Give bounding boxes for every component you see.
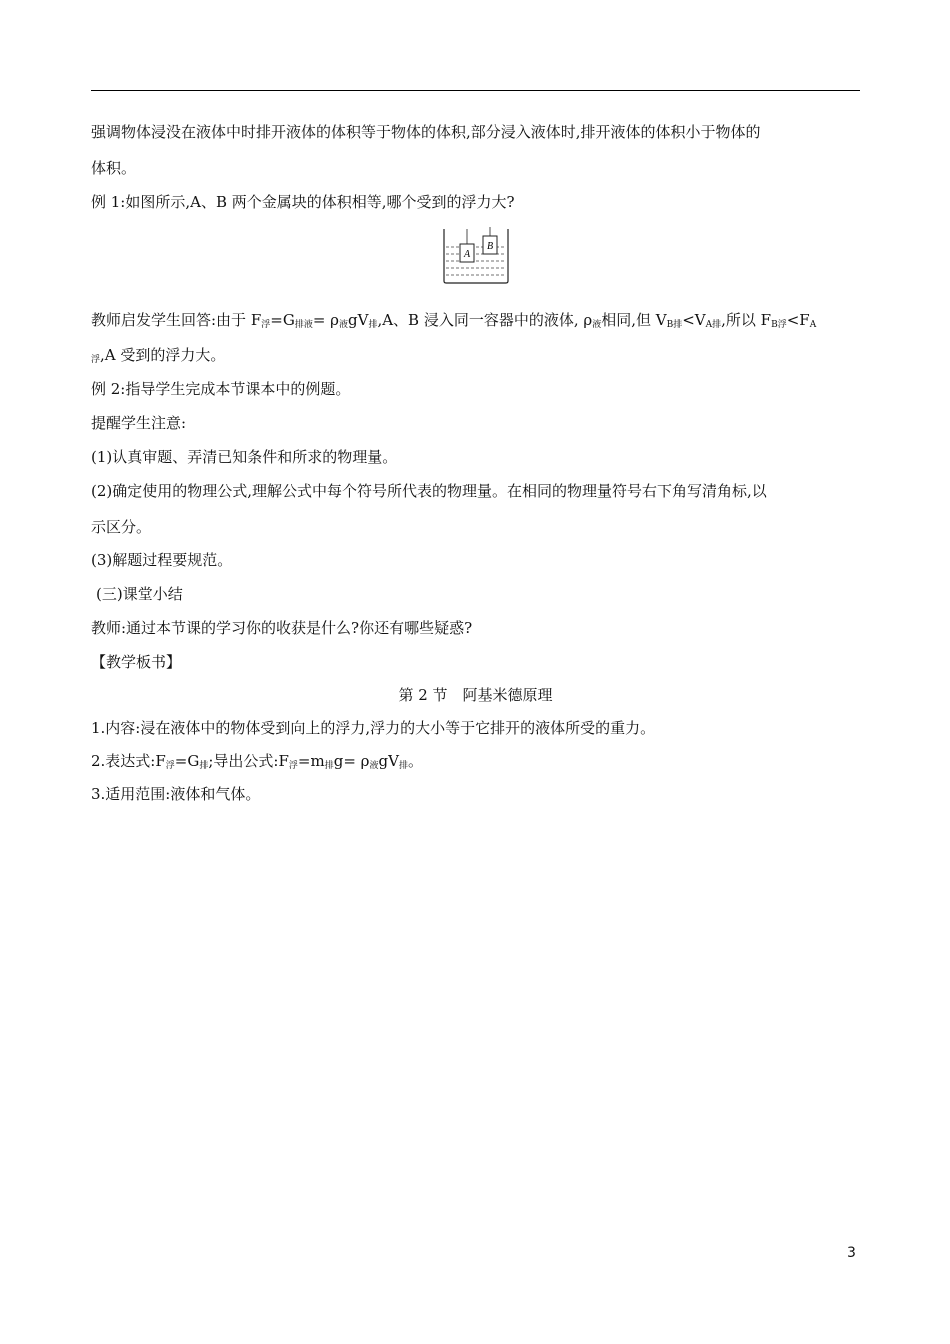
example-2: 例 2:指导学生完成本节课本中的例题。	[91, 380, 351, 398]
paragraph-line: 强调物体浸没在液体中时排开液体的体积等于物体的体积,部分浸入液体时,排开液体的体积小于物体的	[91, 123, 761, 141]
paragraph-line: $_浮$,A 受到的浮力大。	[91, 346, 226, 365]
formula-line: 教师启发学生回答:由于 $F_浮=G_{排液}= \rho_液gV_排,A$、B 浸入同一容器中的液体, $\rho_液$相同,但 $V_{B排}<V_{A排}$,所以 $F_{B浮}<F_A$	[91, 311, 817, 330]
example-1-question: 例 1:如图所示,A、B 两个金属块的体积相等,哪个受到的浮力大?	[91, 193, 515, 211]
page-number: 3	[847, 1245, 856, 1261]
paragraph-line: 教师:通过本节课的学习你的收获是什么?你还有哪些疑惑?	[91, 619, 473, 637]
container-figure	[440, 227, 512, 285]
paragraph-line: 体积。	[91, 159, 137, 177]
paragraph-line: 提醒学生注意:	[91, 414, 187, 432]
section-heading: (三)课堂小结	[96, 585, 183, 603]
label-b: B	[486, 241, 494, 252]
list-item: (3)解题过程要规范。	[91, 551, 233, 569]
board-item: 2.表达式$:F_浮=G_排$;导出公式$:F_浮=m_排g= \rho_液gV_排$。	[91, 752, 423, 771]
board-heading: 【教学板书】	[91, 653, 182, 671]
list-item-cont: 示区分。	[91, 518, 152, 536]
header-rule	[91, 90, 860, 91]
list-item: (2)确定使用的物理公式,理解公式中每个符号所代表的物理量。在相同的物理量符号右下角写清角标,以	[91, 482, 767, 500]
board-title: 第 2 节 阿基米德原理	[398, 686, 553, 704]
board-item: 3.适用范围:液体和气体。	[91, 785, 261, 803]
label-a: A	[463, 249, 471, 260]
list-item: (1)认真审题、弄清已知条件和所求的物理量。	[91, 448, 398, 466]
board-item: 1.内容:浸在液体中的物体受到向上的浮力,浮力的大小等于它排开的液体所受的重力。	[91, 719, 656, 737]
